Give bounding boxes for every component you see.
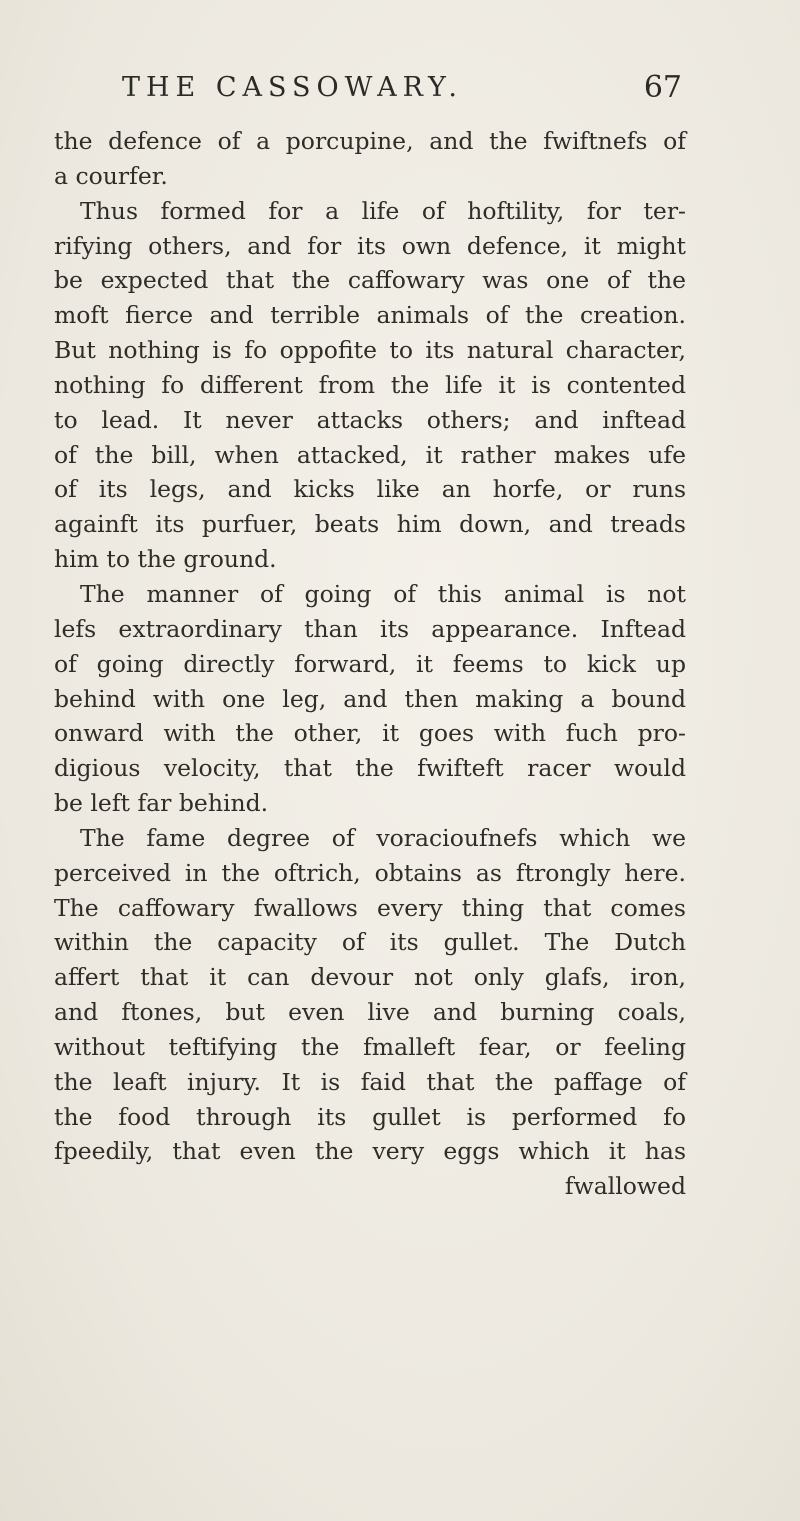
text-line: of its legs, and kicks like an horfe, or runs: [54, 475, 686, 504]
text-line: him to the ground.: [54, 545, 277, 574]
body-text: [54, 124, 686, 1204]
text-line: nothing fo different from the life it is contented: [54, 370, 686, 399]
running-title: THE CASSOWARY.: [122, 72, 463, 103]
text-line: The manner of going of this animal is not: [80, 579, 686, 608]
text-line: moft fierce and terrible animals of the creation.: [54, 301, 686, 330]
text-line: digious velocity, that the fwifteft racer would: [54, 754, 686, 783]
text-line: of the bill, when attacked, it rather makes ufe: [54, 440, 686, 469]
text-line: But nothing is fo oppofite to its natural character,: [54, 336, 686, 365]
text-line: be expected that the caffowary was one of the: [54, 266, 686, 295]
text-line: and ftones, but even live and burning coals,: [54, 998, 686, 1027]
text-line: perceived in the oftrich, obtains as ftrongly here.: [54, 858, 686, 887]
text-line: the defence of a porcupine, and the fwiftnefs of: [54, 127, 686, 155]
text-line: Thus formed for a life of hoftility, for ter-: [80, 196, 686, 225]
text-line: fpeedily, that even the very eggs which it has: [54, 1137, 686, 1166]
text-line: without teftifying the fmalleft fear, or feeling: [54, 1032, 686, 1061]
text-line: the food through its gullet is performed fo: [54, 1102, 686, 1131]
text-line: rifying others, and for its own defence, it might: [54, 231, 686, 260]
text-line: within the capacity of its gullet. The Dutch: [54, 928, 686, 957]
text-line: behind with one leg, and then making a bound: [54, 684, 686, 713]
text-line: againft its purfuer, beats him down, and treads: [54, 510, 686, 539]
text-line: affert that it can devour not only glafs, iron,: [54, 963, 686, 992]
catchword: fwallowed: [564, 1172, 686, 1201]
text-line: onward with the other, it goes with fuch pro-: [54, 719, 686, 748]
text-line: be left far behind.: [54, 789, 269, 818]
text-line: to lead. It never attacks others; and inftead: [54, 405, 686, 434]
text-line: of going directly forward, it feems to kick up: [54, 649, 686, 678]
page-header: [122, 70, 742, 110]
text-line: lefs extraordinary than its appearance. Inftead: [54, 614, 686, 643]
page-number: 67: [643, 70, 682, 105]
text-line: the leaft injury. It is faid that the paffage of: [54, 1067, 686, 1096]
text-line: The fame degree of voracioufnefs which we: [80, 823, 686, 852]
text-line: The caffowary fwallows every thing that comes: [54, 893, 686, 922]
text-line: a courfer.: [54, 161, 168, 190]
